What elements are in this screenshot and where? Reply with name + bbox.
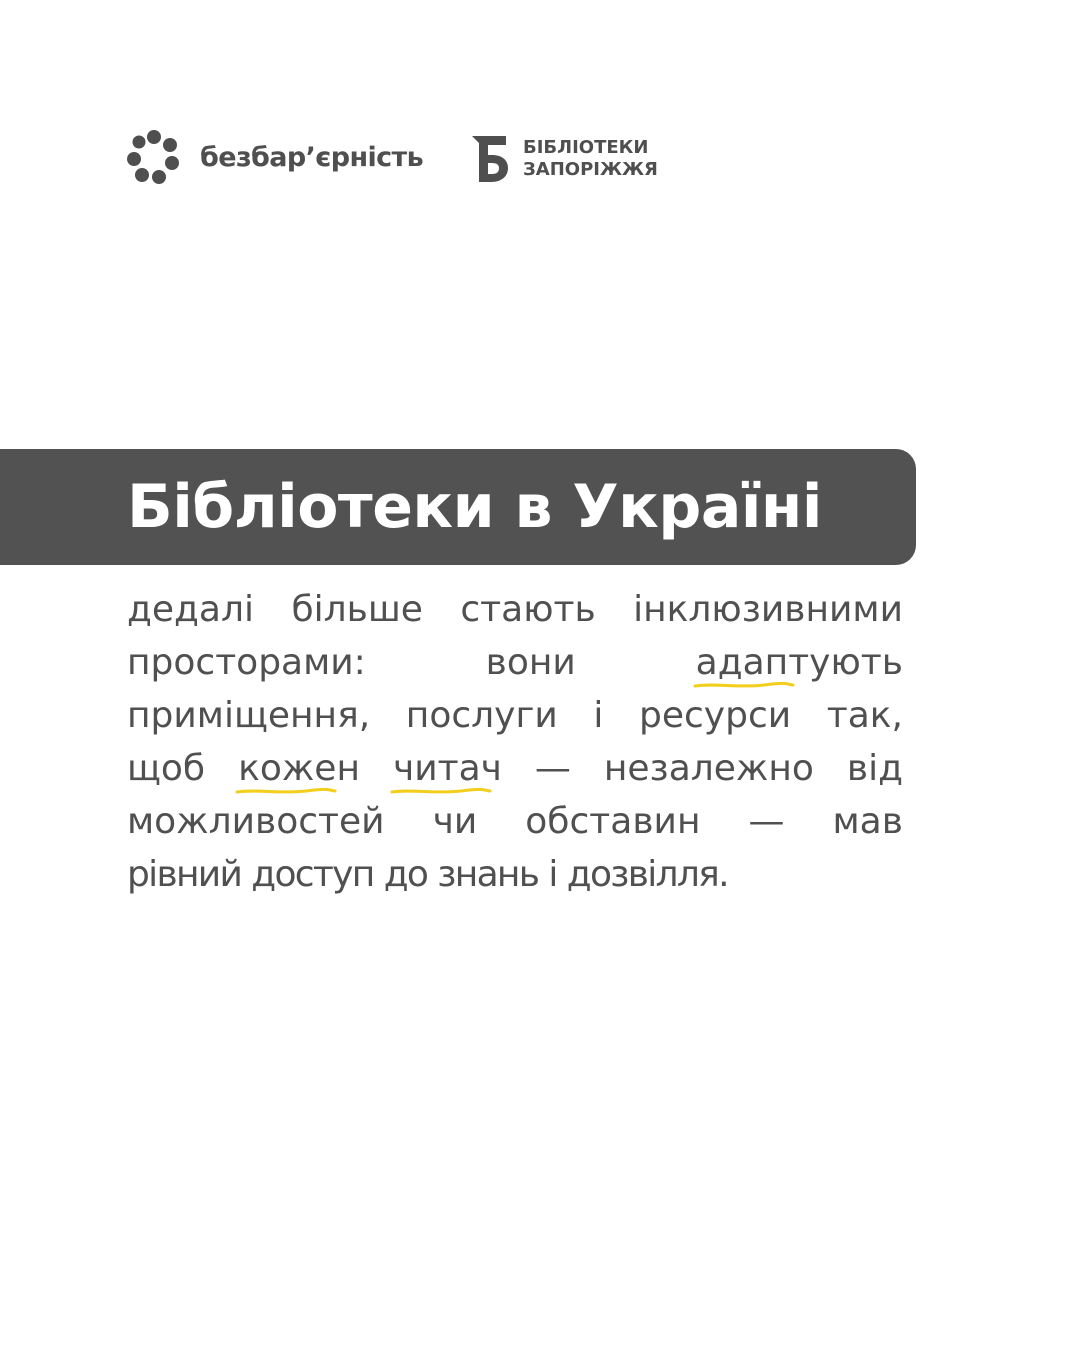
word: приміщення, (127, 695, 371, 736)
highlighted-word: читач (393, 742, 502, 795)
bezbarernist-logo (126, 128, 423, 186)
word: — (748, 801, 785, 842)
title-banner (0, 449, 916, 565)
word: інклюзивними (633, 589, 903, 630)
word: доступ (251, 854, 374, 895)
paragraph-line (127, 583, 903, 636)
word: чи (432, 801, 478, 842)
word: рівний (127, 854, 242, 895)
word: і (593, 695, 604, 736)
highlighted-word: адаптують (696, 636, 903, 689)
word: послуги (405, 695, 558, 736)
word: так, (826, 695, 903, 736)
paragraph-line (127, 742, 903, 795)
bezbarernist-wordmark: безбар’єрність (200, 141, 424, 173)
word: і (548, 854, 557, 895)
word: просторами: (127, 642, 366, 683)
word: знань (437, 854, 539, 895)
word: можливостей (127, 801, 385, 842)
page-title: Бібліотеки в Україні (127, 472, 822, 542)
word: стають (460, 589, 596, 630)
body-paragraph (127, 583, 903, 901)
paragraph-line (127, 636, 903, 689)
paragraph-line (127, 689, 903, 742)
flower-dots-icon (126, 129, 182, 185)
word: — (534, 748, 571, 789)
word: щоб (127, 748, 206, 789)
highlighted-word: кожен (238, 742, 360, 795)
word: незалежно (603, 748, 814, 789)
word: ресурси (639, 695, 792, 736)
word: від (846, 748, 903, 789)
libraries-logo-line-2: ЗАПОРІЖЖЯ (523, 159, 658, 180)
word: мав (832, 801, 903, 842)
paragraph-line (127, 795, 903, 848)
libraries-logo-line-1: БІБЛІОТЕКИ (523, 137, 649, 158)
word: дозвілля. (566, 854, 728, 895)
word: вони (485, 642, 576, 683)
libraries-logo-text (523, 137, 658, 181)
word: більше (291, 589, 423, 630)
paragraph-line (127, 848, 903, 901)
word: дедалі (127, 589, 255, 630)
zaporizhzhia-libraries-logo (471, 134, 658, 184)
word: обставин (525, 801, 701, 842)
letter-b-icon (471, 135, 509, 183)
word: до (383, 854, 428, 895)
